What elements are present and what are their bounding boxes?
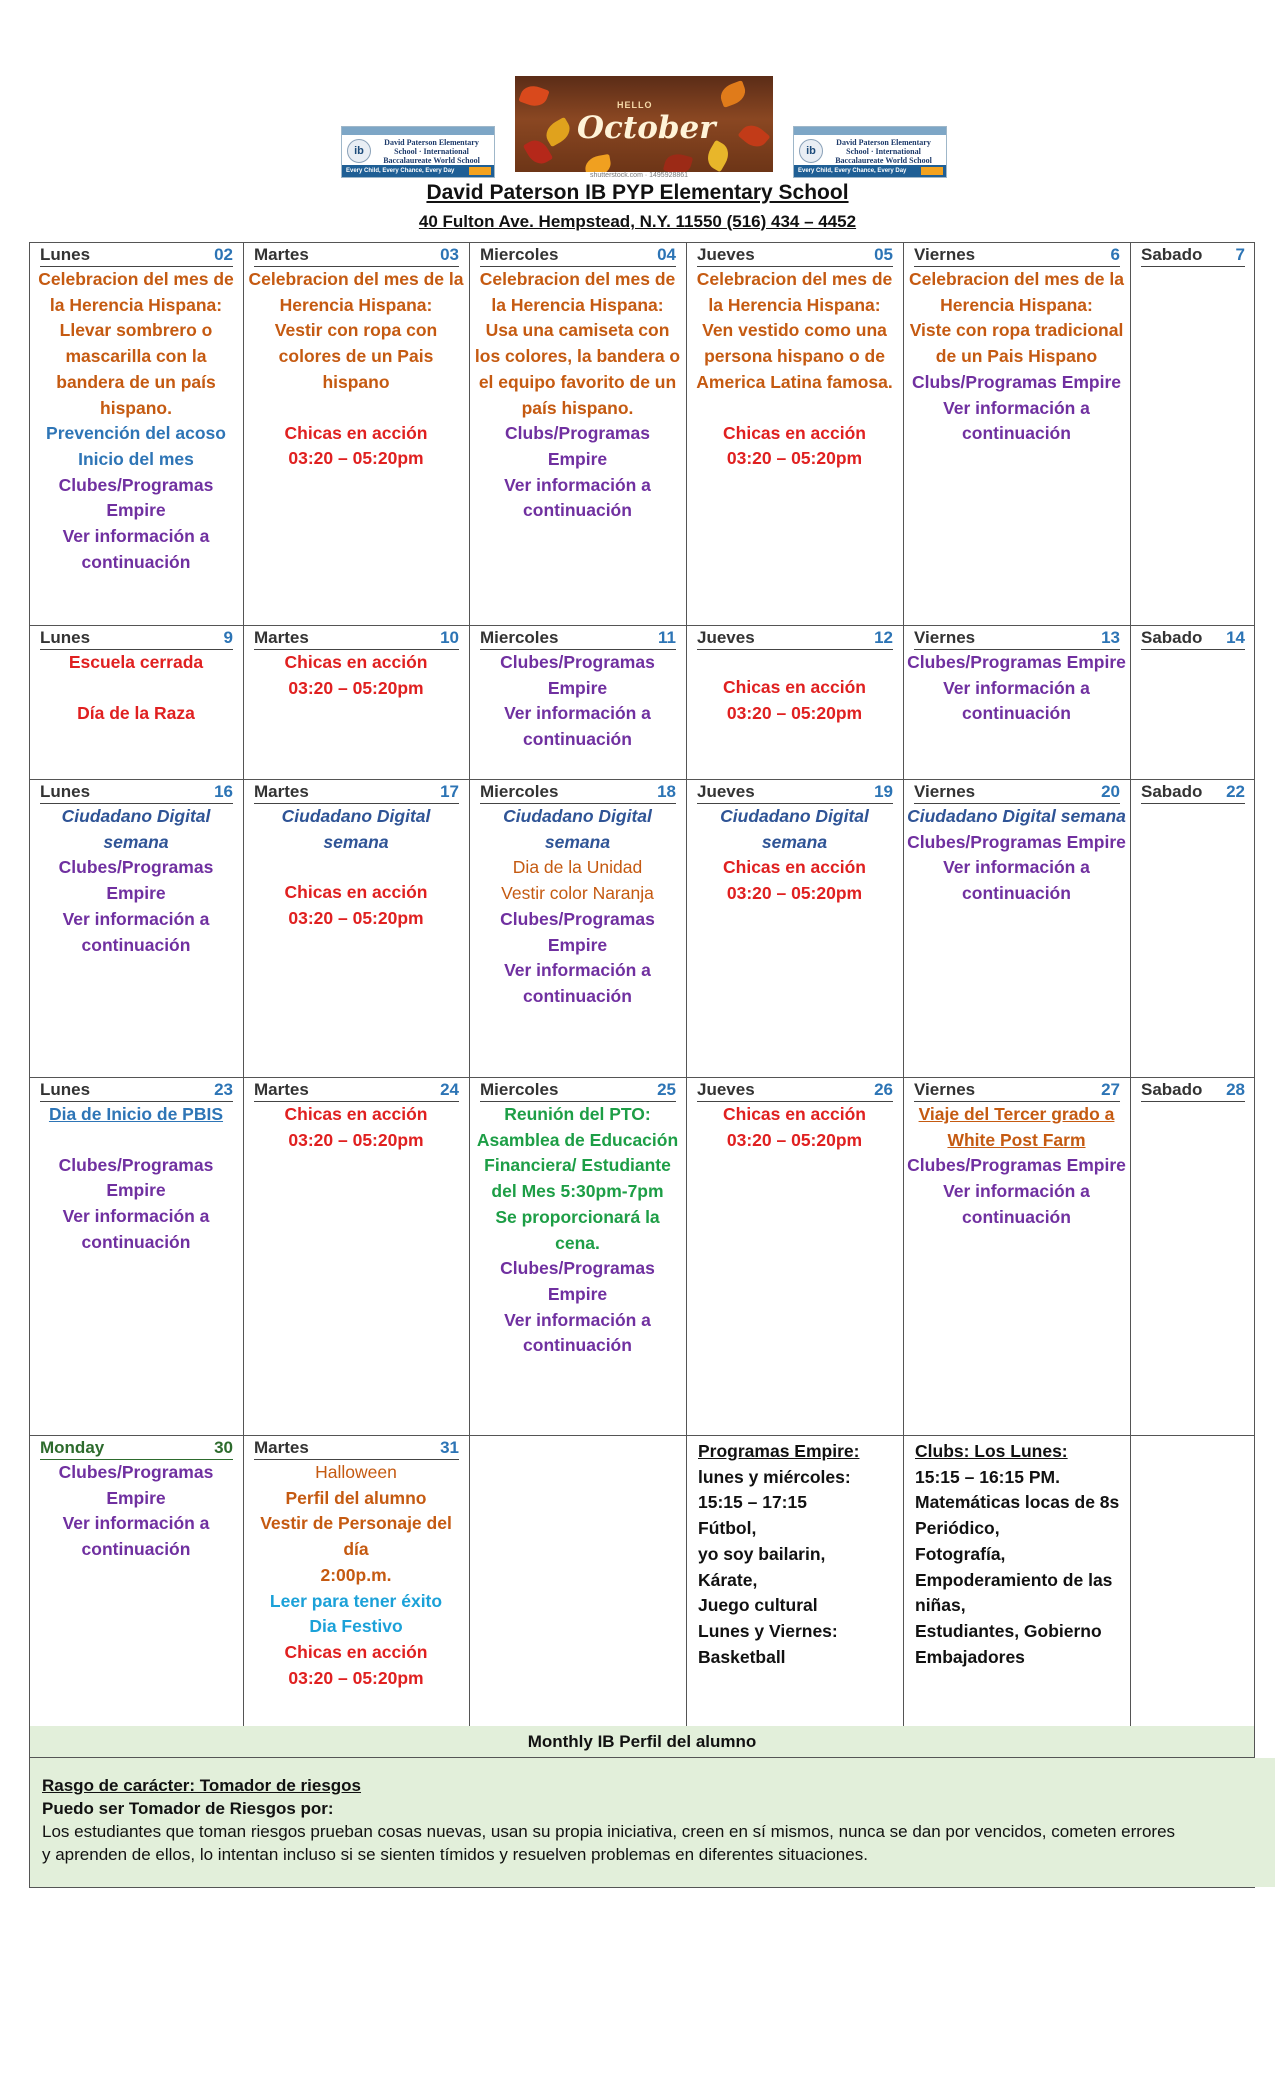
event-text: Ver información a continuación xyxy=(62,526,210,572)
event-text: Ciudadano Digital semana xyxy=(907,806,1126,826)
day-header xyxy=(1141,245,1245,267)
ib-icon: ib xyxy=(347,139,371,163)
day-cell xyxy=(469,242,686,625)
day-name: Viernes xyxy=(914,628,976,647)
day-name: Lunes xyxy=(40,782,91,801)
day-cell xyxy=(29,625,243,779)
day-header xyxy=(697,628,893,650)
day-date: 17 xyxy=(440,782,459,801)
day-header xyxy=(480,782,676,804)
day-name: Jueves xyxy=(697,628,755,647)
day-name: Martes xyxy=(254,782,309,801)
day-header xyxy=(1141,1080,1245,1102)
day-cell xyxy=(29,779,243,1077)
event-text: 15:15 – 17:15 xyxy=(698,1492,807,1513)
event-text: Fotografía, xyxy=(915,1543,1006,1564)
day-cell xyxy=(243,1435,469,1726)
day-name: Lunes xyxy=(40,1080,91,1099)
day-cell xyxy=(1130,1077,1255,1435)
event-text: Ver información a continuación xyxy=(62,1206,210,1252)
school-logo-left xyxy=(341,126,495,178)
event-text: Día de la Raza xyxy=(77,702,195,723)
event-text: Dia Festivo xyxy=(309,1616,403,1637)
logo-tagline: Every Child, Every Chance, Every Day xyxy=(798,168,907,174)
day-header xyxy=(1141,628,1245,650)
event-text: Programas Empire: xyxy=(698,1441,860,1461)
day-header xyxy=(480,245,676,267)
event-text: lunes y miércoles: xyxy=(698,1466,851,1487)
event-text: Basketball xyxy=(698,1646,786,1667)
banner-month: October xyxy=(577,110,716,146)
day-name: Miercoles xyxy=(480,245,559,264)
event-text: Clubs/Programas Empire xyxy=(505,423,650,469)
day-date: 13 xyxy=(1101,628,1120,647)
event-text: Chicas en acción xyxy=(284,882,428,903)
event-text: Celebracion del mes de la Herencia Hispana: xyxy=(248,269,464,315)
day-name: Lunes xyxy=(40,245,91,264)
event-text: Ven vestido como una persona hispano o de America Latina famosa. xyxy=(696,320,893,392)
profile-panel xyxy=(29,1758,1275,1887)
event-text: Vestir color Naranja xyxy=(501,883,654,904)
day-header xyxy=(1141,782,1245,804)
event-text: Clubes/Programas Empire xyxy=(500,652,655,698)
event-text: Celebracion del mes de la Herencia Hispana: xyxy=(479,269,676,315)
event-text: Ver información a continuación xyxy=(504,474,651,521)
event-text: Dia de Inicio de PBIS xyxy=(48,1104,224,1124)
event-text: Se proporcionará la cena. xyxy=(495,1206,660,1253)
day-cell xyxy=(469,1077,686,1435)
event-text: Usa una camiseta con los colores, la bandera o el equipo favorito de un país hispano. xyxy=(474,320,681,418)
event-text: Prevención del acoso Inicio del mes xyxy=(46,423,226,469)
event-text: 03:20 – 05:20pm xyxy=(726,448,863,469)
day-header xyxy=(914,1080,1120,1102)
event-text: Ver información a continuación xyxy=(504,703,651,750)
event-text: Ciudadano Digital semana xyxy=(720,806,869,852)
day-cell xyxy=(903,779,1130,1077)
event-text: Halloween xyxy=(315,1462,397,1482)
day-date: 9 xyxy=(223,628,233,647)
day-cell xyxy=(469,779,686,1077)
profile-subheading: Puedo ser Tomador de Riesgos por: xyxy=(42,1799,334,1818)
day-date: 27 xyxy=(1101,1080,1120,1099)
profile-heading: Monthly IB Perfil del alumno xyxy=(29,1726,1255,1758)
day-cell xyxy=(29,1435,243,1726)
event-text: Viste con ropa tradicional de un Pais Hispano xyxy=(909,320,1124,367)
day-cell xyxy=(243,625,469,779)
event-text: Escuela cerrada xyxy=(68,652,204,672)
event-text: 03:20 – 05:20pm xyxy=(288,448,424,469)
day-name: Martes xyxy=(254,1438,309,1457)
event-text: Ciudadano Digital semana xyxy=(503,806,652,852)
day-date: 22 xyxy=(1226,782,1245,801)
event-text: Clubes/Programas Empire xyxy=(907,831,1126,852)
day-date: 23 xyxy=(214,1080,233,1099)
day-name: Sabado xyxy=(1141,782,1203,801)
profile-description-line2: y aprenden de ellos, lo intentan incluso si se sienten tímidos y resuelven problemas en diferentes situaciones. xyxy=(42,1845,868,1864)
day-cell xyxy=(469,1435,686,1726)
day-header xyxy=(254,628,459,650)
event-text: Chicas en acción xyxy=(723,422,866,443)
event-text: Chicas en acción xyxy=(284,1104,428,1124)
day-name: Jueves xyxy=(697,245,755,264)
day-header xyxy=(40,245,233,267)
day-date: 03 xyxy=(440,245,459,264)
day-date: 25 xyxy=(657,1080,676,1099)
event-text: 03:20 – 05:20pm xyxy=(288,908,424,929)
school-logo-right xyxy=(793,126,947,178)
day-date: 04 xyxy=(657,245,676,264)
day-date: 30 xyxy=(214,1438,233,1457)
event-text: 03:20 – 05:20pm xyxy=(288,1667,424,1688)
day-cell xyxy=(1130,242,1255,625)
day-header xyxy=(480,628,676,650)
day-name: Miercoles xyxy=(480,782,559,801)
event-text: Ver información a continuación xyxy=(504,1309,651,1356)
event-text: Celebracion del mes de la Herencia Hispana: xyxy=(909,269,1124,315)
day-header xyxy=(697,1080,893,1102)
banner-hello: HELLO xyxy=(617,100,653,110)
event-text: Llevar sombrero o mascarilla con la bandera de un país hispano. xyxy=(56,320,216,418)
october-banner xyxy=(515,76,773,172)
event-text: Ver información a continuación xyxy=(62,908,210,955)
event-text: Clubes/Programas Empire xyxy=(500,1258,655,1304)
day-header xyxy=(254,782,459,804)
ib-icon: ib xyxy=(799,139,823,163)
event-text: Chicas en acción xyxy=(723,677,866,697)
day-name: Monday xyxy=(40,1438,105,1457)
day-cell xyxy=(29,1077,243,1435)
event-text: Ver información a continuación xyxy=(943,677,1090,724)
day-name: Jueves xyxy=(697,1080,755,1099)
day-date: 19 xyxy=(874,782,893,801)
day-name: Miercoles xyxy=(480,1080,559,1099)
day-cell xyxy=(469,625,686,779)
event-text: Chicas en acción xyxy=(723,1104,866,1124)
day-header xyxy=(914,245,1120,267)
event-text: Chicas en acción xyxy=(284,422,428,443)
day-date: 26 xyxy=(874,1080,893,1099)
day-cell xyxy=(243,1077,469,1435)
event-text: 03:20 – 05:20pm xyxy=(288,677,424,698)
day-date: 10 xyxy=(440,628,459,647)
event-text: Clubes/Programas Empire xyxy=(58,857,214,904)
day-date: 11 xyxy=(658,628,676,647)
day-cell xyxy=(686,1077,903,1435)
day-cell xyxy=(29,242,243,625)
event-text: 03:20 – 05:20pm xyxy=(288,1129,424,1150)
day-name: Miercoles xyxy=(480,628,559,647)
day-name: Lunes xyxy=(40,628,91,647)
event-text: 15:15 – 16:15 PM. xyxy=(915,1466,1060,1487)
event-text: Ver información a continuación xyxy=(62,1513,210,1560)
event-text: Ver información a continuación xyxy=(943,857,1090,904)
event-text: Periódico, xyxy=(915,1518,1000,1539)
event-text: Clubes/Programas Empire xyxy=(907,1155,1126,1176)
event-text: Clubes/Programas Empire xyxy=(500,908,655,955)
day-cell xyxy=(1130,779,1255,1077)
day-name: Sabado xyxy=(1141,628,1203,647)
event-text: Ciudadano Digital semana xyxy=(61,806,211,852)
event-text: 2:00p.m. xyxy=(320,1564,392,1585)
day-name: Sabado xyxy=(1141,245,1203,264)
banner-credit: shutterstock.com · 1495928861 xyxy=(590,172,689,179)
day-name: Martes xyxy=(254,1080,309,1099)
event-text: Ver información a continuación xyxy=(943,397,1090,444)
day-header xyxy=(914,782,1120,804)
event-text: Perfil del alumno xyxy=(285,1487,427,1508)
day-header xyxy=(914,628,1120,650)
event-text: Celebracion del mes de la Herencia Hispana: xyxy=(38,269,234,315)
day-date: 28 xyxy=(1226,1080,1245,1099)
event-text: Chicas en acción xyxy=(284,1641,428,1662)
logo-text: David Paterson Elementary School · International Baccalaureate World School xyxy=(835,138,932,165)
event-text: Vestir con ropa con colores de un Pais hispano xyxy=(274,320,438,392)
day-date: 02 xyxy=(214,245,233,264)
event-text: 03:20 – 05:20pm xyxy=(726,1129,863,1150)
day-cell xyxy=(903,1077,1130,1435)
event-text: Empoderamiento de las niñas, xyxy=(915,1569,1113,1616)
day-name: Jueves xyxy=(697,782,755,801)
day-date: 20 xyxy=(1101,782,1120,801)
day-name: Viernes xyxy=(914,1080,976,1099)
day-cell xyxy=(903,1435,1130,1726)
event-text: Clubs/Programas Empire xyxy=(911,371,1122,392)
event-text: Celebracion del mes de la Herencia Hispana: xyxy=(696,269,893,315)
day-cell xyxy=(1130,625,1255,779)
event-text: Lunes y Viernes: xyxy=(698,1620,838,1641)
event-text: Clubs: Los Lunes: xyxy=(915,1441,1068,1461)
day-cell xyxy=(686,1435,903,1726)
event-text: Reunión del PTO: Asamblea de Educación Financiera/ Estudiante del Mes 5:30pm-7pm xyxy=(476,1104,679,1202)
event-text: Ver información a continuación xyxy=(504,960,651,1006)
october-calendar xyxy=(29,242,1255,1726)
event-text: Estudiantes, Gobierno Embajadores xyxy=(915,1620,1102,1667)
day-header xyxy=(254,245,459,267)
event-text: Viaje del Tercer grado a White Post Farm xyxy=(918,1104,1115,1150)
day-cell xyxy=(686,779,903,1077)
event-text: Clubes/Programas Empire xyxy=(58,474,214,521)
event-text: Fútbol, xyxy=(698,1518,757,1539)
day-date: 14 xyxy=(1226,628,1245,647)
day-cell xyxy=(686,625,903,779)
day-cell xyxy=(243,779,469,1077)
day-date: 6 xyxy=(1110,245,1120,264)
day-header xyxy=(480,1080,676,1102)
day-date: 18 xyxy=(657,782,676,801)
day-header xyxy=(40,782,233,804)
day-date: 05 xyxy=(874,245,893,264)
event-text: Matemáticas locas de 8s xyxy=(915,1492,1120,1513)
day-name: Viernes xyxy=(914,245,976,264)
day-header xyxy=(697,782,893,804)
day-date: 24 xyxy=(440,1080,459,1099)
event-text: Vestir de Personaje del día xyxy=(260,1513,452,1560)
day-cell xyxy=(903,625,1130,779)
event-text: Kárate, xyxy=(698,1569,758,1590)
logo-tagline: Every Child, Every Chance, Every Day xyxy=(346,168,455,174)
event-text: Chicas en acción xyxy=(284,652,428,672)
day-name: Viernes xyxy=(914,782,976,801)
profile-description-line1: Los estudiantes que toman riesgos prueban cosas nuevas, usan su propia iniciativa, creen en sí mismos, nunca se dan por vencidos, cometen errores xyxy=(42,1822,1176,1841)
profile-trait: Rasgo de carácter: Tomador de riesgos xyxy=(42,1776,362,1795)
logo-text: David Paterson Elementary School · International Baccalaureate World School xyxy=(383,138,480,165)
event-text: 03:20 – 05:20pm xyxy=(726,883,863,904)
day-cell xyxy=(1130,1435,1255,1726)
day-cell xyxy=(243,242,469,625)
day-name: Martes xyxy=(254,245,309,264)
day-date: 16 xyxy=(214,782,233,801)
event-text: Leer para tener éxito xyxy=(269,1590,443,1611)
day-header xyxy=(254,1438,459,1460)
event-text: Ciudadano Digital semana xyxy=(281,806,431,852)
event-text: Clubes/Programas Empire xyxy=(907,652,1126,672)
school-name: David Paterson IB PYP Elementary School xyxy=(426,181,849,204)
day-header xyxy=(40,1080,233,1102)
event-text: Ver información a continuación xyxy=(943,1181,1090,1227)
day-name: Martes xyxy=(254,628,309,647)
event-text: Chicas en acción xyxy=(723,857,866,878)
day-header xyxy=(254,1080,459,1102)
day-date: 12 xyxy=(874,628,893,647)
event-text: Clubes/Programas Empire xyxy=(58,1462,214,1508)
day-header xyxy=(40,628,233,650)
event-text: Dia de la Unidad xyxy=(512,857,643,878)
event-text: Juego cultural xyxy=(698,1595,818,1616)
day-cell xyxy=(686,242,903,625)
day-cell xyxy=(903,242,1130,625)
day-header xyxy=(697,245,893,267)
day-header xyxy=(40,1438,233,1460)
day-name: Sabado xyxy=(1141,1080,1203,1099)
event-text: 03:20 – 05:20pm xyxy=(726,702,863,723)
event-text: Clubes/Programas Empire xyxy=(58,1154,214,1201)
day-date: 7 xyxy=(1235,245,1245,264)
school-address: 40 Fulton Ave. Hempstead, N.Y. 11550 (516) 434 – 4452 xyxy=(418,212,857,231)
day-date: 31 xyxy=(440,1438,459,1457)
event-text: yo soy bailarin, xyxy=(698,1543,826,1564)
